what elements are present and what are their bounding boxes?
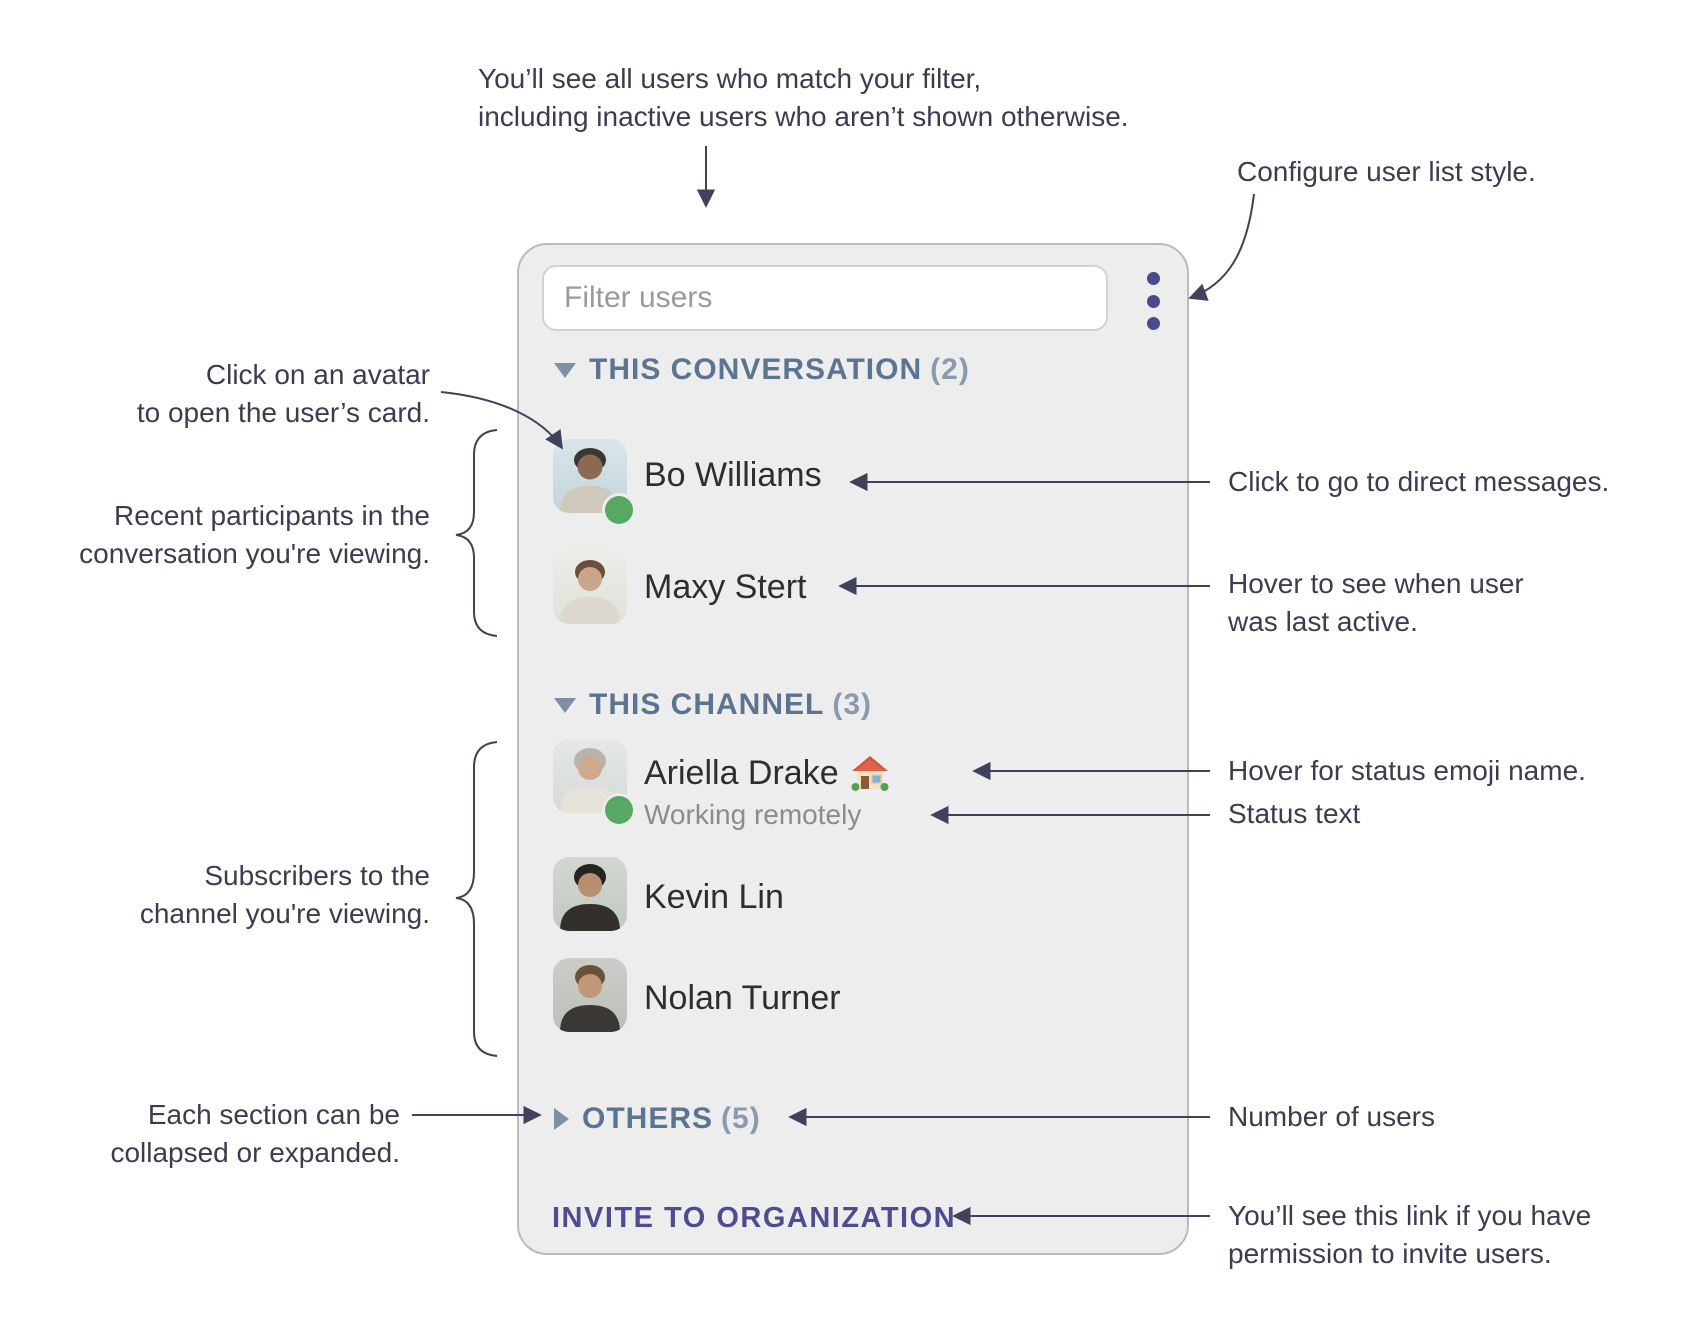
avatar-nolan-turner[interactable] [553, 958, 627, 1032]
section-header-this-channel[interactable] [554, 687, 872, 723]
avatar-kevin-lin[interactable] [553, 857, 627, 931]
filter-users-input[interactable] [542, 265, 1108, 331]
expand-triangle-icon[interactable] [554, 1108, 569, 1130]
user-name[interactable]: Nolan Turner [644, 978, 841, 1017]
section-header-others[interactable] [554, 1101, 761, 1137]
section-label: THIS CONVERSATION [589, 353, 923, 386]
section-count: (2) [930, 353, 970, 386]
kebab-menu-icon[interactable] [1140, 272, 1166, 330]
collapse-triangle-icon[interactable] [554, 363, 576, 378]
invite-to-organization-link[interactable]: INVITE TO ORGANIZATION [552, 1201, 957, 1234]
brace-subscribers [456, 742, 497, 1056]
filter-note-line1: You’ll see all users who match your filter, [478, 63, 982, 94]
user-name[interactable]: Kevin Lin [644, 877, 784, 916]
collapse-note: Each section can be collapsed or expanded. [110, 1099, 400, 1168]
house-status-emoji-icon [851, 755, 889, 792]
subscribers-note: Subscribers to the channel you're viewing. [139, 860, 430, 929]
filter-note-line2: including inactive users who aren’t shown otherwise. [478, 101, 1129, 132]
last-active-note: Hover to see when user was last active. [1228, 568, 1524, 637]
section-label: OTHERS [582, 1102, 714, 1135]
configure-note: Configure user list style. [1237, 156, 1536, 187]
online-dot-icon [605, 796, 633, 824]
emoji-name-note: Hover for status emoji name. [1228, 755, 1586, 786]
section-count: (3) [832, 688, 873, 721]
user-list-panel [517, 243, 1189, 1255]
brace-participants [456, 430, 497, 636]
avatar-maxy-stert[interactable] [553, 550, 627, 624]
online-dot-icon [605, 496, 633, 524]
avatar-card-note: Click on an avatar to open the user’s card. [136, 359, 430, 428]
user-count-note: Number of users [1228, 1101, 1435, 1132]
arrow-configure-note [1190, 194, 1254, 298]
section-count: (5) [721, 1102, 761, 1135]
participants-note: Recent participants in the conversation you're viewing. [79, 500, 430, 569]
user-status-text: Working remotely [644, 799, 862, 830]
user-name[interactable]: Bo Williams [644, 455, 822, 494]
user-name[interactable]: Maxy Stert [644, 567, 807, 606]
collapse-triangle-icon[interactable] [554, 698, 576, 713]
user-name[interactable]: Ariella Drake [644, 753, 839, 792]
status-text-note: Status text [1228, 798, 1361, 829]
section-header-this-conversation[interactable] [554, 352, 970, 388]
filter-note [478, 60, 1129, 136]
direct-messages-note: Click to go to direct messages. [1228, 466, 1610, 497]
invite-permission-note: You’ll see this link if you have permission to invite users. [1228, 1200, 1592, 1269]
section-label: THIS CHANNEL [589, 688, 825, 721]
user-name-with-status[interactable] [644, 751, 889, 795]
